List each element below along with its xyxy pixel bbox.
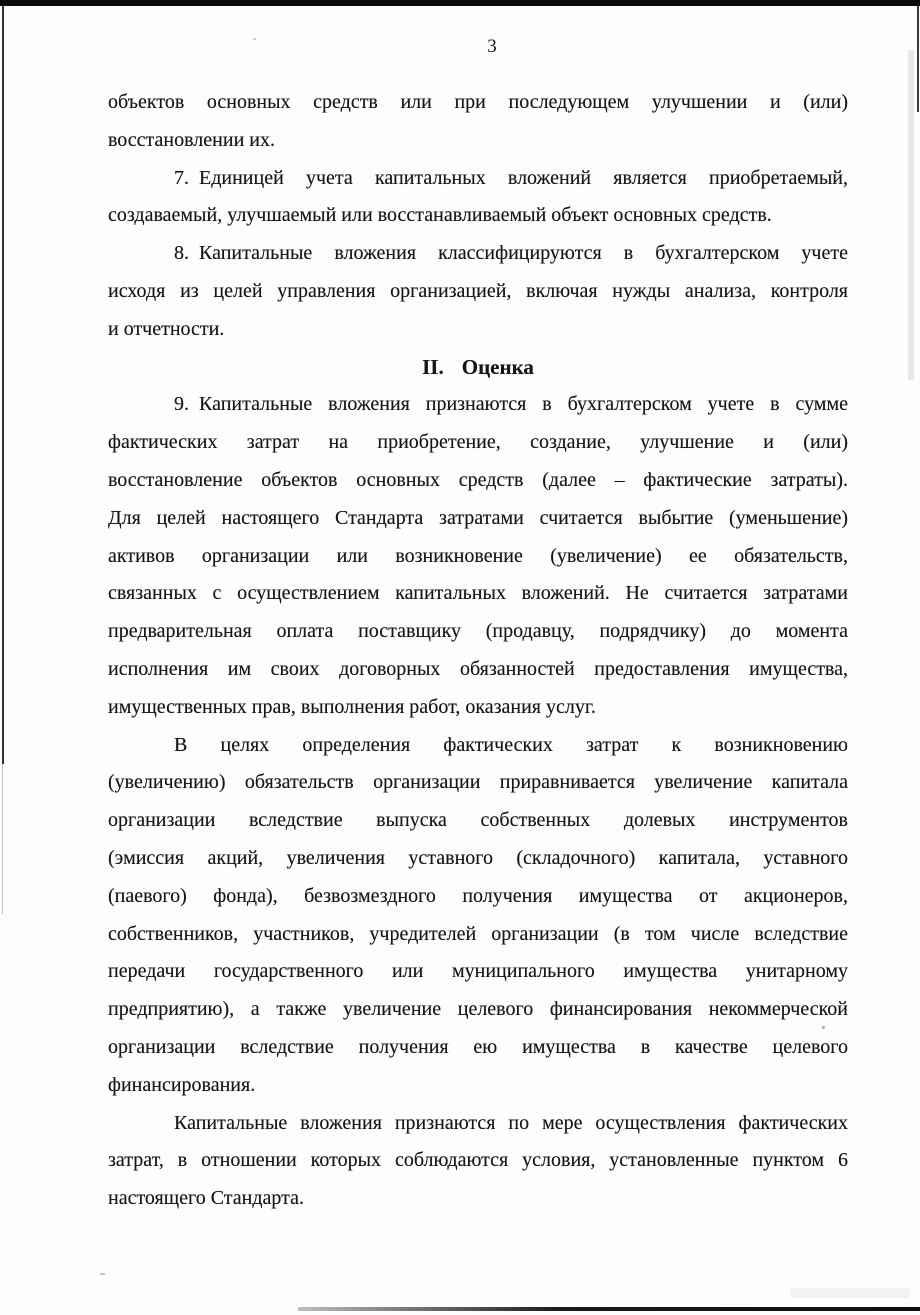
text-line: предварительная оплата поставщику (продавцу, подрядчику) до момента: [108, 620, 848, 643]
scan-artifact-right-edge: [917, 6, 919, 112]
text-line: (паевого) фонда), безвозмездного получения имущества от акционеров,: [108, 884, 848, 907]
section-heading: [108, 349, 848, 387]
text-line: Капитальные вложения признаются по мере осуществления фактических: [174, 1111, 848, 1134]
text-line: 8. Капитальные вложения классифицируются в бухгалтерском учете: [174, 242, 848, 265]
scan-artifact-left-edge-faint: [2, 764, 3, 914]
text-line: организации вследствие выпуска собственных долевых инструментов: [108, 809, 848, 832]
text-line: затрат, в отношении которых соблюдаются условия, установленные пунктом 6: [108, 1149, 848, 1172]
text-line: имущественных прав, выполнения работ, оказания услуг.: [108, 695, 596, 718]
text-line: (увеличению) обязательств организации приравнивается увеличение капитала: [108, 771, 848, 794]
text-line: и отчетности.: [108, 317, 225, 340]
text-line: (эмиссия акций, увеличения уставного (складочного) капитала, уставного: [108, 846, 848, 869]
paragraph-recognition: [108, 1105, 848, 1218]
text-line: организации вследствие получения ею имущества в качестве целевого: [108, 1035, 848, 1058]
paragraph-item-8: [108, 235, 848, 348]
text-line: передачи государственного или муниципального имущества унитарному: [108, 960, 848, 983]
text-line: В целях определения фактических затрат к возникновению: [174, 733, 848, 756]
paragraph-item-9: [108, 386, 848, 726]
text-line: 9. Капитальные вложения признаются в бухгалтерском учете в сумме: [174, 393, 848, 416]
text-line: финансирования.: [108, 1073, 256, 1096]
text-line: связанных с осуществлением капитальных вложений. Не считается затратами: [108, 582, 848, 605]
text-line: 7. Единицей учета капитальных вложений является приобретаемый,: [174, 166, 848, 189]
scan-smudge: [790, 1288, 910, 1298]
text-line: создаваемый, улучшаемый или восстанавливаемый объект основных средств.: [108, 204, 772, 227]
paragraph-item-7: [108, 160, 848, 236]
text-line: исполнения им своих договорных обязанностей предоставления имущества,: [108, 657, 848, 680]
scan-artifact-right-shadow: [908, 50, 914, 380]
scan-artifact-top-edge: [0, 0, 920, 6]
text-line: восстановлении их.: [108, 128, 275, 151]
text-line: восстановление объектов основных средств (далее – фактические затраты).: [108, 468, 848, 491]
section-number: II.: [422, 354, 444, 379]
text-line: предприятию), а также увеличение целевого финансирования некоммерческой: [108, 998, 848, 1021]
page-number: 3: [487, 36, 497, 57]
paragraph-continuation: [108, 84, 848, 160]
text-line: объектов основных средств или при последующем улучшении и (или): [108, 91, 848, 113]
text-line: фактических затрат на приобретение, создание, улучшение и (или): [108, 431, 848, 454]
paragraph-determination: [108, 727, 848, 1105]
scan-speck: [100, 1273, 105, 1275]
scan-artifact-bottom-edge: [298, 1307, 920, 1311]
section-title: Оценка: [461, 354, 534, 379]
text-line: Для целей настоящего Стандарта затратами считается выбытие (уменьшение): [108, 506, 848, 529]
text-line: настоящего Стандарта.: [108, 1187, 305, 1210]
text-line: собственников, участников, учредителей организации (в том числе вследствие: [108, 922, 848, 945]
text-line: исходя из целей управления организацией, включая нужды анализа, контроля: [108, 279, 848, 302]
document-text: [108, 84, 848, 1218]
scan-artifact-left-edge: [2, 6, 4, 764]
text-line: активов организации или возникновение (увеличение) ее обязательств,: [108, 544, 848, 567]
